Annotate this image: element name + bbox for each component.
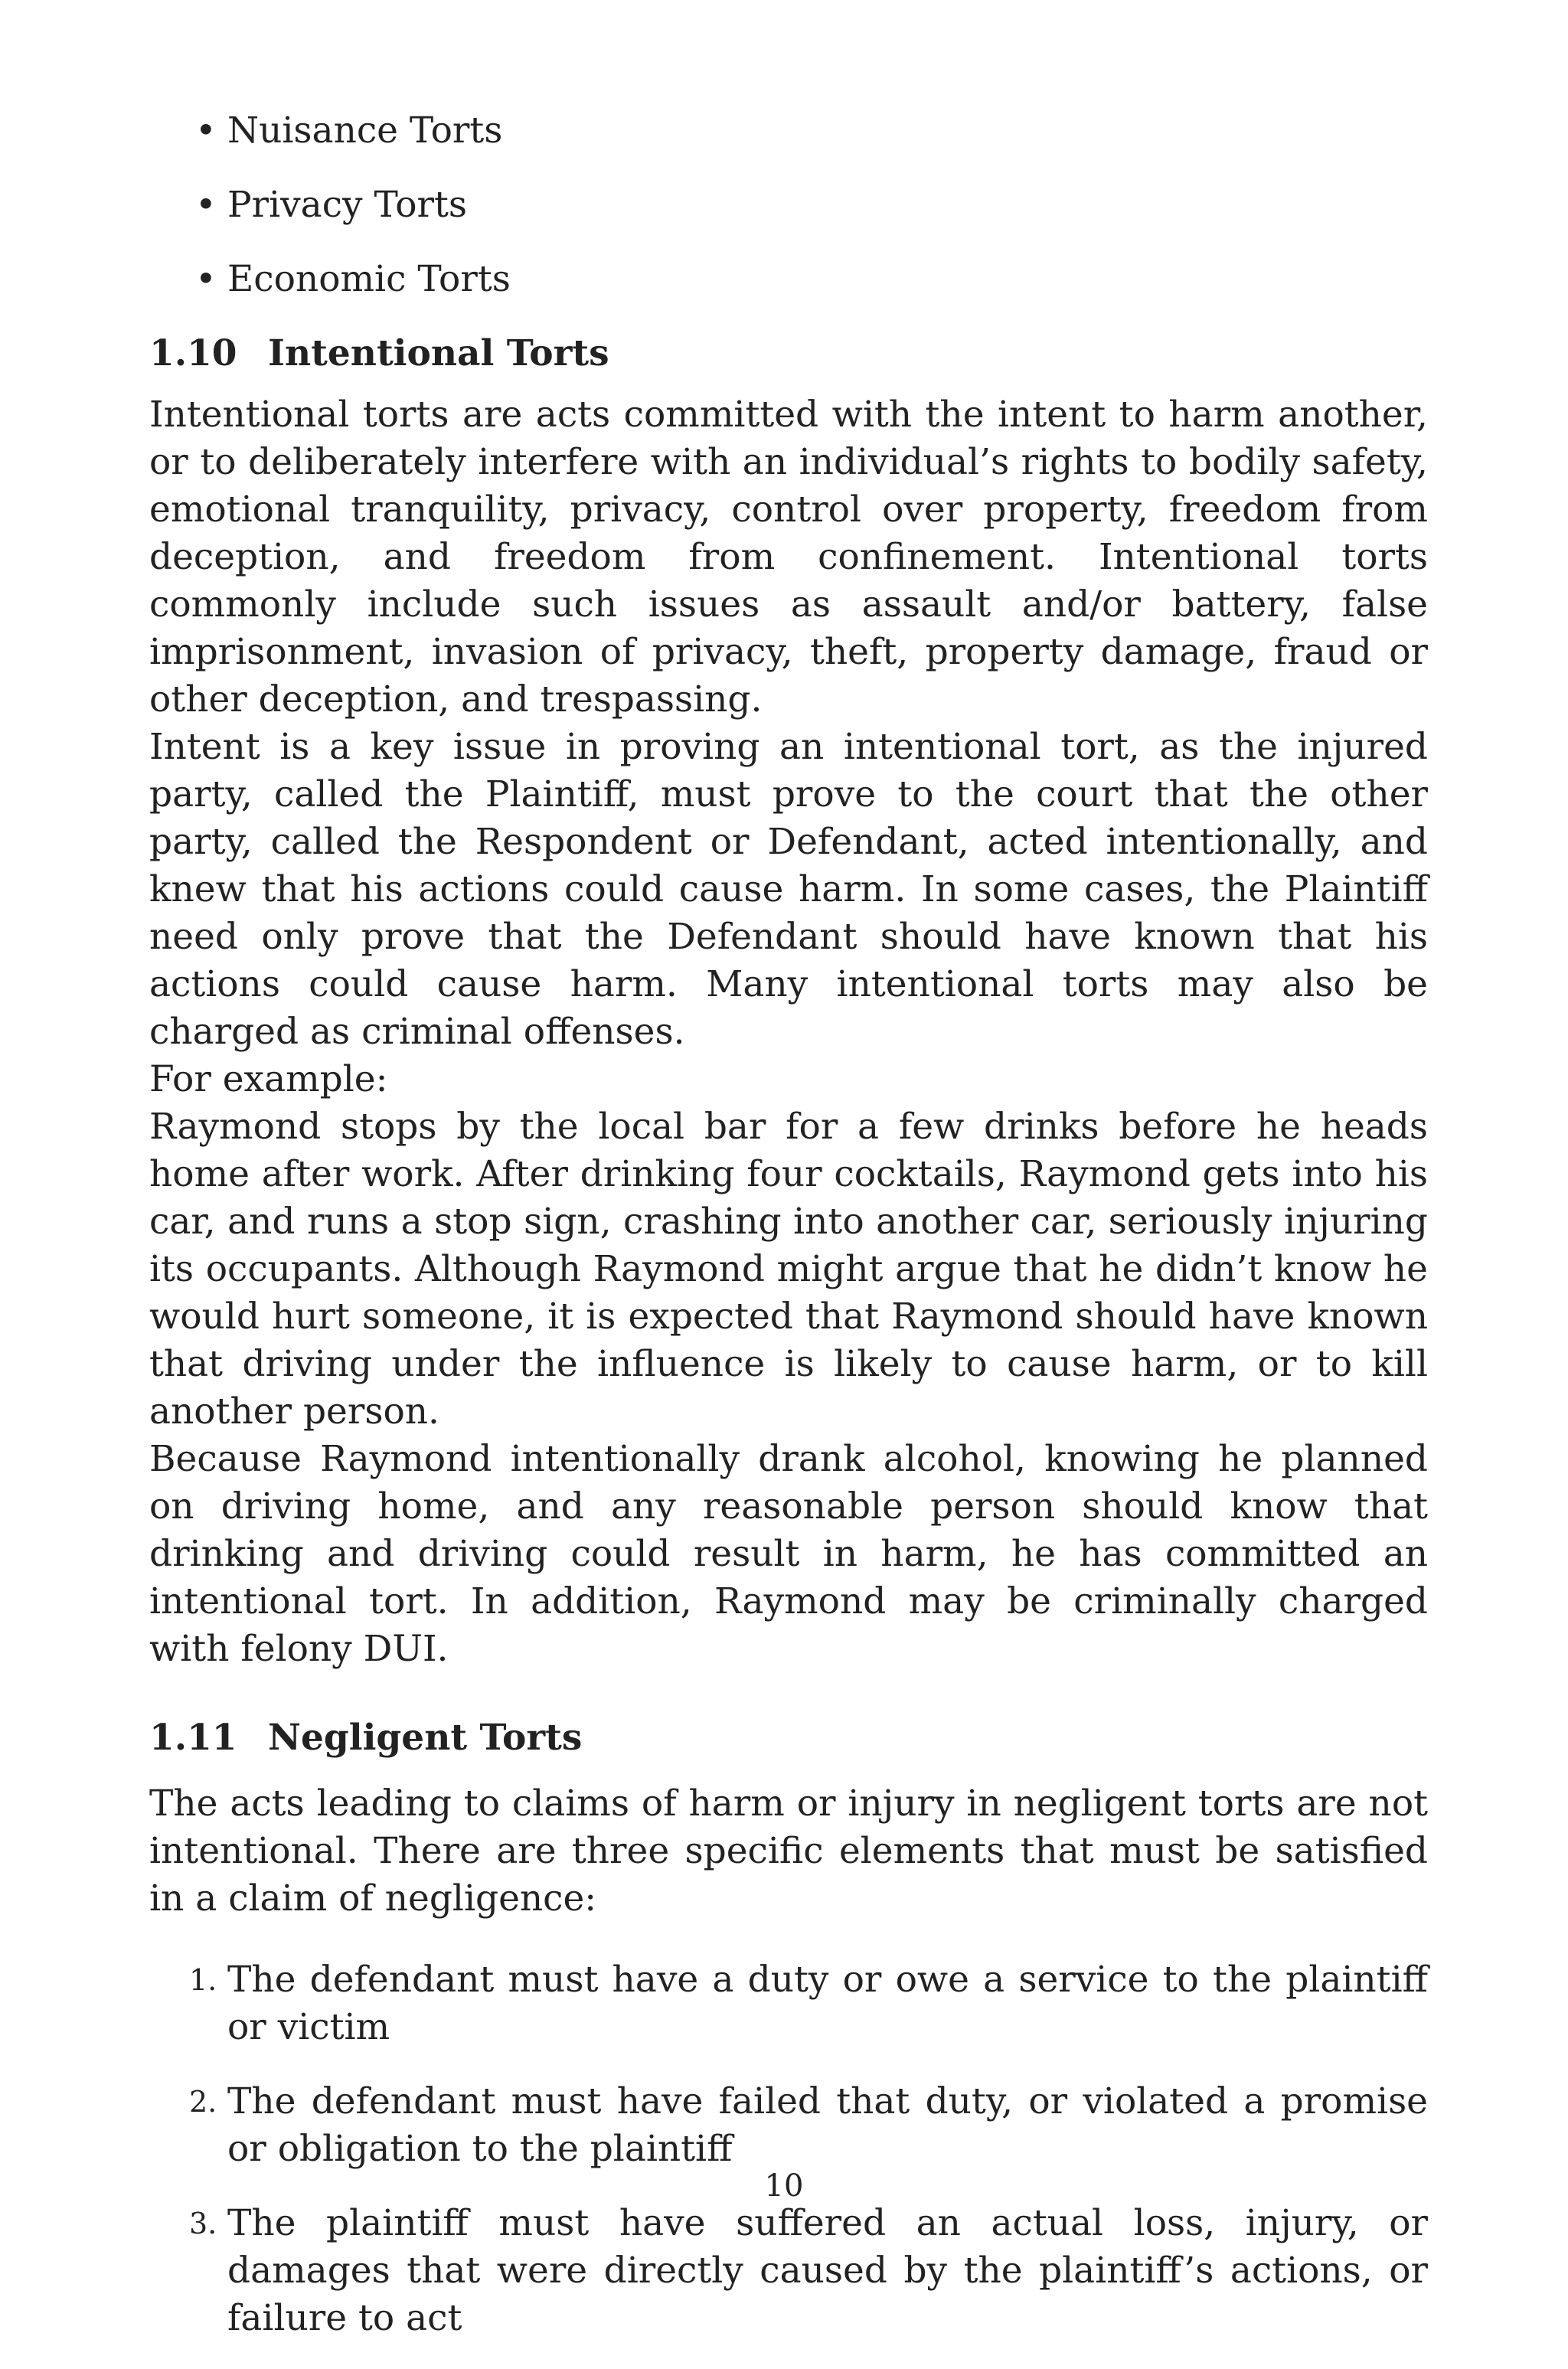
list-item — [149, 181, 1428, 229]
list-item — [149, 2078, 1428, 2173]
list-item-number: 3. — [189, 2207, 217, 2240]
paragraph: For example: — [149, 1058, 388, 1100]
page-content — [149, 107, 1428, 2369]
list-item-number: 2. — [189, 2085, 217, 2119]
list-item-number: 1. — [189, 1963, 217, 1997]
bullet-icon: • — [195, 109, 217, 152]
list-item — [149, 2200, 1428, 2342]
paragraph: Intent is a key issue in proving an intentional tort, as the injured party, called the Plaintiff, must prove to the court that the other party, called the Respondent or Defendant, acted intentionally, and knew that his actions could cause harm. In some cases, the Plaintiff need only prove that the Defendant should have known that his actions could cause harm. Many intentional torts may also be charged as criminal offenses. — [149, 726, 1428, 1053]
tort-type-list — [149, 107, 1428, 303]
paragraph: The acts leading to claims of harm or injury in negligent torts are not intentional. There are three specific elements that must be satisfied in a claim of negligence: — [149, 1782, 1428, 1920]
paragraph: Intentional torts are acts committed with the intent to harm another, or to deliberately interfere with an individual’s rights to bodily safety, emotional tranquility, privacy, control over property, freedom from deception, and freedom from confinement. Intentional torts commonly include such issues as assault and/or battery, false imprisonment, invasion of privacy, theft, property damage, fraud or other deception, and trespassing. — [149, 394, 1428, 721]
section-number: 1.11 — [149, 1717, 237, 1759]
list-item-text: The defendant must have a duty or owe a service to the plaintiff or victim — [227, 1959, 1428, 2048]
section-number: 1.10 — [149, 332, 237, 374]
list-item — [149, 256, 1428, 303]
section-heading-intentional-torts — [149, 330, 1428, 377]
paragraph: Because Raymond intentionally drank alcohol, knowing he planned on driving home, and any reasonable person should know that drinking and driving could result in harm, he has committed an intentional tort. In addition, Raymond may be criminally charged with felony DUI. — [149, 1438, 1428, 1670]
section-title: Intentional Torts — [268, 332, 609, 374]
list-item — [149, 1956, 1428, 2051]
negligence-elements-list — [149, 1956, 1428, 2342]
list-item-text: Privacy Torts — [227, 184, 467, 226]
page-number: 10 — [764, 2168, 804, 2204]
list-item-text: Nuisance Torts — [227, 109, 503, 152]
list-item-text: The defendant must have failed that duty, or violated a promise or obligation to the plaintiff — [227, 2080, 1428, 2170]
list-item-text: Economic Torts — [227, 258, 511, 300]
section-heading-negligent-torts — [149, 1714, 1428, 1762]
bullet-icon: • — [195, 258, 217, 300]
paragraph: Raymond stops by the local bar for a few drinks before he heads home after work. After drinking four cocktails, Raymond gets into his car, and runs a stop sign, crashing into another car, seriously injuring its occupants. Although Raymond might argue that he didn’t know he would hurt someone, it is expected that Raymond should have known that driving under the influence is likely to cause harm, or to kill another person. — [149, 1106, 1428, 1433]
list-item — [149, 107, 1428, 155]
list-item-text: The plaintiff must have suffered an actual loss, injury, or damages that were directly caused by the plaintiff’s actions, or failure to act — [227, 2202, 1428, 2339]
section-title: Negligent Torts — [268, 1717, 583, 1759]
bullet-icon: • — [195, 184, 217, 226]
